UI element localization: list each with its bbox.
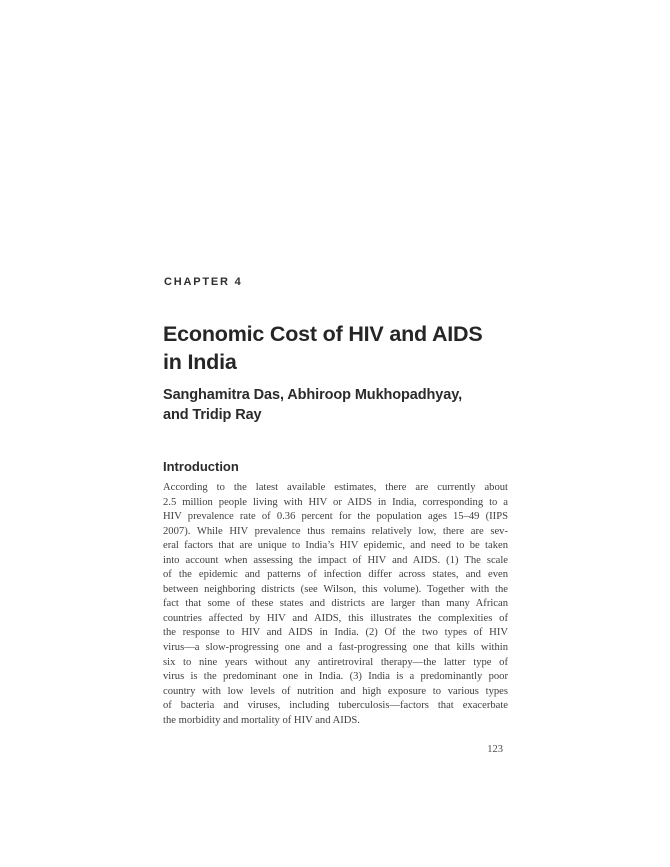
- body-line: of bacteria and viruses, including tuberculosis—factors that exacerbate: [163, 700, 508, 712]
- body-line: HIV prevalence rate of 0.36 percent for the population ages 15–49 (IIPS: [163, 511, 508, 523]
- body-line: fact that some of these states and districts are larger than many African: [163, 598, 508, 610]
- body-line: between neighboring districts (see Wilson, this volume). Together with the: [163, 583, 508, 595]
- body-line: virus—a slow-progressing one and a fast-progressing one that kills within: [163, 642, 508, 654]
- body-line: According to the latest available estimates, there are currently about: [163, 482, 508, 493]
- body-line: country with low levels of nutrition and high exposure to various types: [163, 685, 508, 697]
- authors-line-2: and Tridip Ray: [163, 407, 262, 423]
- body-line: 2007). While HIV prevalence thus remains relatively low, there are sev-: [163, 525, 508, 537]
- body-line: of the epidemic and patterns of infection differ across states, and even: [163, 569, 508, 581]
- body-line: 2.5 million people living with HIV or AIDS in India, corresponding to a: [163, 496, 508, 508]
- chapter-label: CHAPTER 4: [164, 276, 243, 288]
- body-line: eral factors that are unique to India’s HIV epidemic, and need to be taken: [163, 540, 508, 552]
- page-title: [163, 320, 483, 376]
- section-heading: Introduction: [163, 459, 239, 474]
- body-line: into account when assessing the impact of HIV and AIDS. (1) The scale: [163, 554, 508, 566]
- title-line-1: Economic Cost of HIV and AIDS: [163, 322, 483, 346]
- authors-line-1: Sanghamitra Das, Abhiroop Mukhopadhyay,: [163, 387, 463, 403]
- body-line: countries affected by HIV and AIDS, this illustrates the complexities of: [163, 612, 508, 624]
- authors: [163, 385, 462, 425]
- body-line: six to nine years without any antiretroviral therapy—the latter type of: [163, 656, 508, 668]
- page-number: 123: [487, 744, 503, 755]
- title-line-2: in India: [163, 350, 237, 374]
- body-paragraph: [163, 481, 508, 728]
- body-line: the response to HIV and AIDS in India. (2) Of the two types of HIV: [163, 627, 508, 639]
- body-line: virus is the predominant one in India. (3) India is a predominantly poor: [163, 671, 508, 683]
- body-line: the morbidity and mortality of HIV and AIDS.: [163, 714, 360, 726]
